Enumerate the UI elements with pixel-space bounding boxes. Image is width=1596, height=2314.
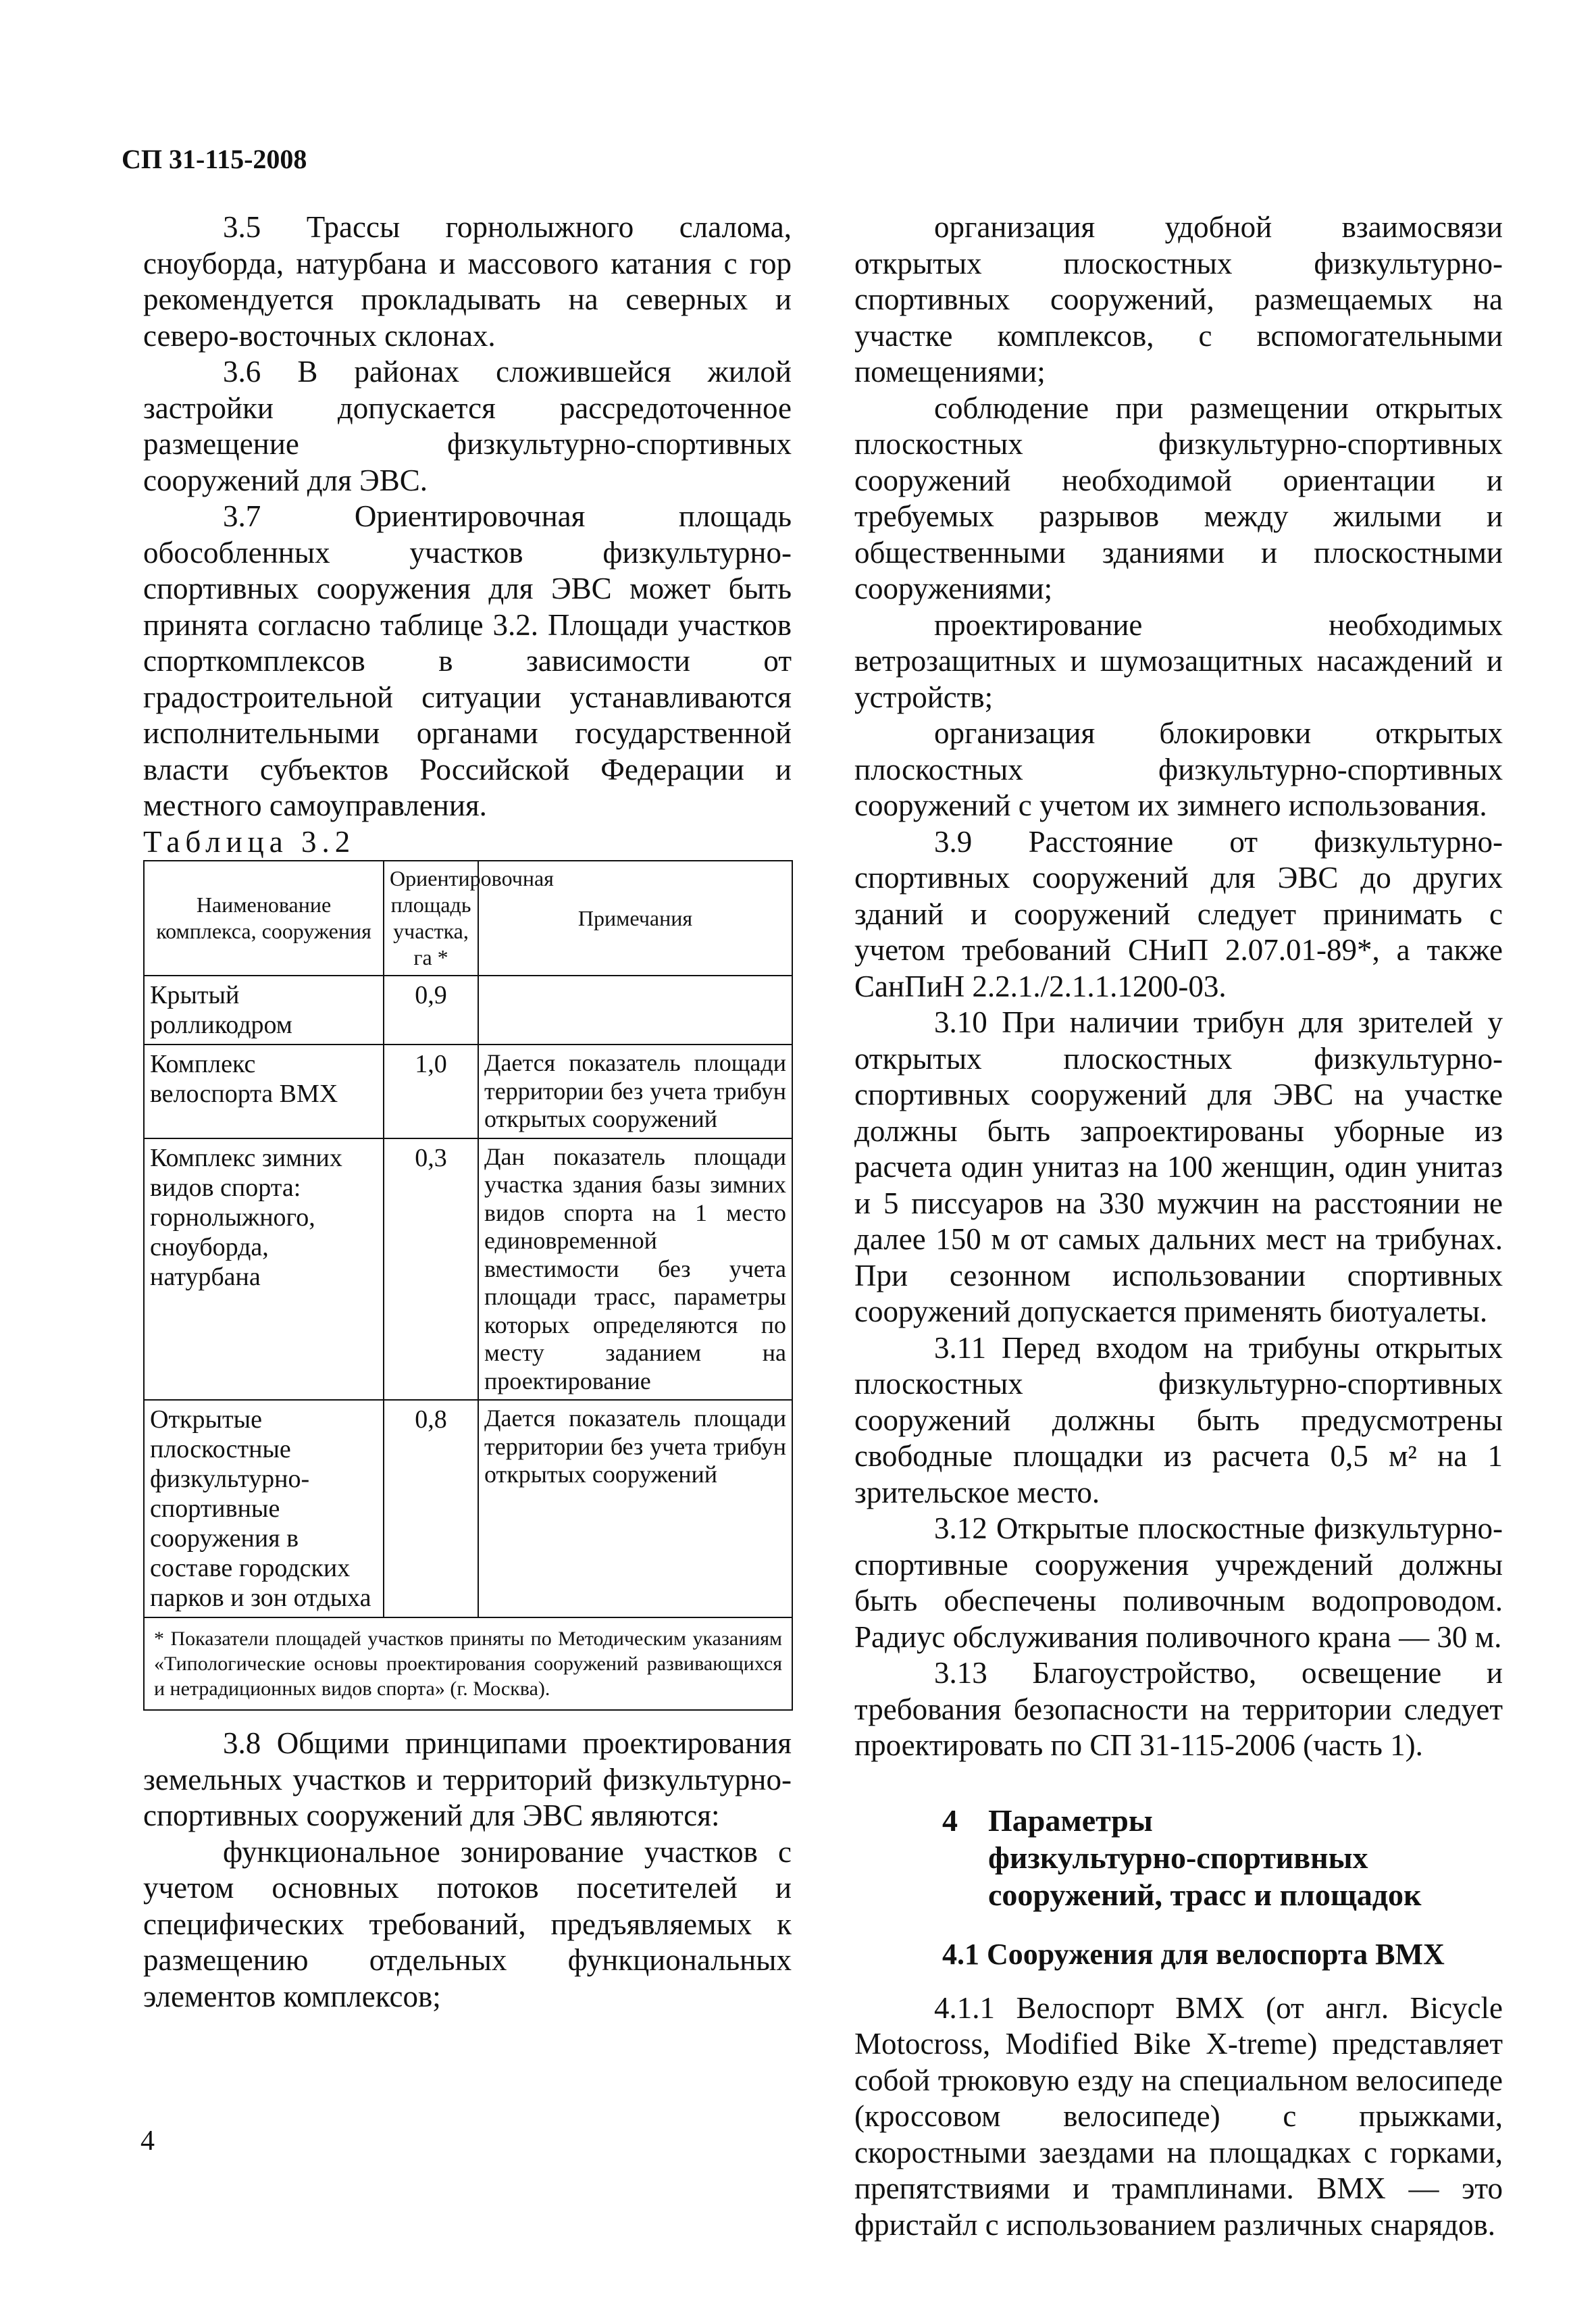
cell-area: 0,3 xyxy=(384,1138,478,1401)
paragraph-orientation: соблюдение при размещении открытых плоскостных физкультурно-спортивных сооружений необходимой ориентации и требуемых разрывов между жилыми и общественными зданиями и плоскостными сооружениями; xyxy=(854,391,1503,605)
paragraph-3-8: 3.8 Общими принципами проектирования земельных участков и территорий физкультурно-спортивных сооружений для ЭВС являются: xyxy=(143,1726,792,1832)
table-row xyxy=(144,1138,792,1401)
page-number: 4 xyxy=(140,2126,155,2157)
cell-note xyxy=(478,976,792,1045)
paragraph-3-12: 3.12 Открытые плоскостные физкультурно-спортивные сооружения учреждений должны быть обеспечены поливочным водопроводом. Радиус обслуживания поливочного крана — 30 м. xyxy=(854,1511,1503,1654)
paragraph-3-7: 3.7 Ориентировочная площадь обособленных участков физкультурно-спортивных сооружения для ЭВС может быть принята согласно таблице 3.2. Площади участков спорткомплексов в зависимости от градостроительной ситуации устанавливаются исполнительными органами государственной власти субъектов Российской Федерации и местного самоуправления. xyxy=(143,499,792,822)
section-title-line: сооружений, трасс и площадок xyxy=(988,1877,1422,1912)
right-column xyxy=(854,209,1503,2243)
header-name: Наименование комплекса, сооружения xyxy=(144,861,384,976)
paragraph-3-13: 3.13 Благоустройство, освещение и требования безопасности на территории следует проектировать по СП 31-115-2006 (часть 1). xyxy=(854,1656,1503,1762)
paragraph-blocking: организация блокировки открытых плоскостных физкультурно-спортивных сооружений с учетом их зимнего использования. xyxy=(854,716,1503,822)
header-notes: Примечания xyxy=(478,861,792,976)
header-area: Ориентировочная площадь участка, га * xyxy=(384,861,478,976)
paragraph-3-5: 3.5 Трассы горнолыжного слалома, сноуборда, натурбана и массового катания с гор рекомендуется прокладывать на северных и северо-восточных склонах. xyxy=(143,210,792,353)
cell-area: 1,0 xyxy=(384,1045,478,1138)
paragraph-interconnection: организация удобной взаимосвязи открытых плоскостных физкультурно-спортивных сооружений, размещаемых на участке комплексов, с вспомогательными помещениями; xyxy=(854,210,1503,388)
cell-area: 0,9 xyxy=(384,976,478,1045)
cell-name: Открытые плоскостные физкультурно-спортивные сооружения в составе городских парков и зон отдыха xyxy=(144,1400,384,1617)
cell-name: Крытый ролликодром xyxy=(144,976,384,1045)
cell-name: Комплекс зимних видов спорта: горнолыжного, сноуборда, натурбана xyxy=(144,1138,384,1401)
table-row xyxy=(144,1400,792,1617)
paragraph-3-6: 3.6 В районах сложившейся жилой застройки допускается рассредоточенное размещение физкультурно-спортивных сооружений для ЭВС. xyxy=(143,355,792,497)
section-title-line: Параметры xyxy=(988,1803,1153,1838)
cell-name: Комплекс велоспорта ВМХ xyxy=(144,1045,384,1138)
table-row xyxy=(144,1045,792,1138)
table-3-2 xyxy=(143,860,793,1711)
paragraph-4-1-1: 4.1.1 Велоспорт ВМХ (от англ. Bicycle Motocross, Modified Bike X-treme) представляет собой трюковую езду на специальном велосипеде (кроссовом велосипеде) с прыжками, скоростными заездами на площадках с горками, препятствиями и трамплинами. ВМХ — это фристайл с использованием различных снарядов. xyxy=(854,1990,1503,2242)
table-footnote: * Показатели площадей участков приняты по Методическим указаниям «Типологические основы проектирования сооружений развивающихся и нетрадиционных видов спорта» (г. Москва). xyxy=(144,1617,792,1710)
paragraph-3-10: 3.10 При наличии трибун для зрителей у открытых плоскостных физкультурно-спортивных сооружений для ЭВС на участке должны быть запроектированы уборные из расчета один унитаз на 100 женщин, один унитаз и 5 писсуаров на 330 мужчин на расстоянии не далее 150 м от самых дальних мест на трибунах. При сезонном использовании спортивных сооружений допускается применять биотуалеты. xyxy=(854,1005,1503,1328)
paragraph-3-9: 3.9 Расстояние от физкультурно-спортивных сооружений для ЭВС до других зданий и сооружений следует принимать с учетом требований СНиП 2.07.01-89*, а также СанПиН 2.2.1./2.1.1.1200-03. xyxy=(854,824,1503,1003)
table-header-row xyxy=(144,861,792,976)
paragraph-3-11: 3.11 Перед входом на трибуны открытых плоскостных физкультурно-спортивных сооружений должны быть предусмотрены свободные площадки из расчета 0,5 м² на 1 зрительское место. xyxy=(854,1330,1503,1509)
cell-note: Дан показатель площади участка здания базы зимних видов спорта на 1 место единовременной вместимости без учета площади трасс, параметры которых определяются по месту заданием на проектирование xyxy=(478,1138,792,1401)
document-code: СП 31-115-2008 xyxy=(122,144,307,174)
cell-area: 0,8 xyxy=(384,1400,478,1617)
section-title-line: физкультурно-спортивных xyxy=(988,1840,1368,1875)
paragraph-zoning: функциональное зонирование участков с учетом основных потоков посетителей и специфических требований, предъявляемых к размещению отдельных функциональных элементов комплексов; xyxy=(143,1834,792,2013)
section-number: 4 xyxy=(942,1803,958,1838)
subsection-4-1-heading: 4.1 Сооружения для велоспорта ВМХ xyxy=(942,1937,1445,1971)
paragraph-windbreaks: проектирование необходимых ветрозащитных и шумозащитных насаждений и устройств; xyxy=(854,607,1503,714)
table-footnote-row xyxy=(144,1617,792,1710)
table-caption: Таблица 3.2 xyxy=(143,824,356,859)
table-row xyxy=(144,976,792,1045)
cell-note: Дается показатель площади территории без учета трибун открытых сооружений xyxy=(478,1045,792,1138)
section-title xyxy=(988,1802,1421,1913)
left-column xyxy=(143,209,792,2015)
cell-note: Дается показатель площади территории без учета трибун открытых сооружений xyxy=(478,1400,792,1617)
section-4-heading xyxy=(854,1802,1503,1913)
